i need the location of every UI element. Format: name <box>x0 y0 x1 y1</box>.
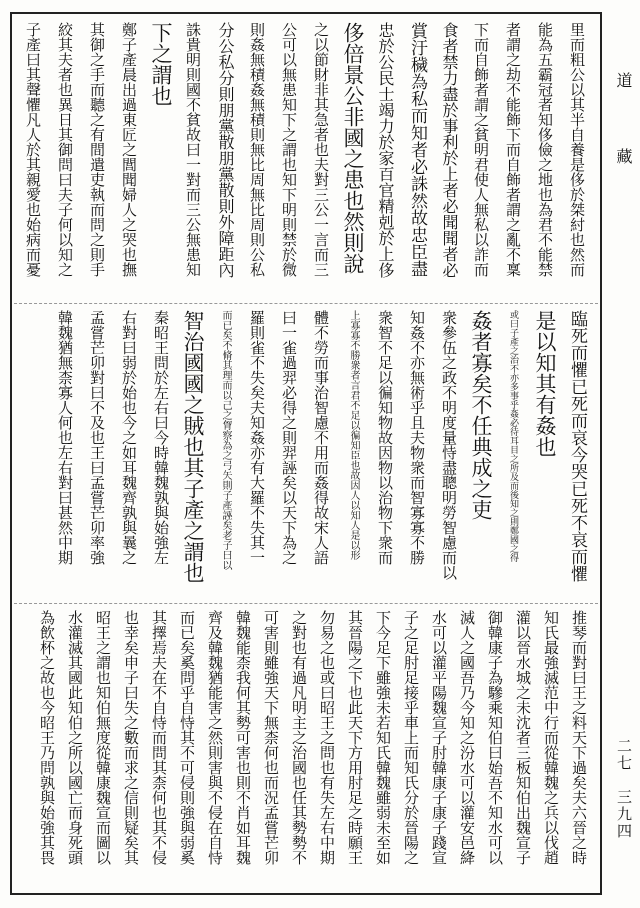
text-column: 食者禁力盡於事利於上者必聞聞者必 <box>440 22 459 278</box>
section-divider-1 <box>14 303 598 304</box>
text-column: 羅則雀不失矣夫知姦亦有大羅不失其一 <box>248 310 266 565</box>
section-divider-2 <box>14 603 598 604</box>
text-column: 可害則雖強天下無柰何也而況孟嘗芒卯 <box>262 610 280 865</box>
text-column: 下之謂也 <box>149 22 173 106</box>
text-column: 下而自飾者謂之貧明君使人無私以詐而 <box>472 22 490 277</box>
text-column: 子產曰其聲懼凡人於其親愛也始病而憂 <box>24 22 42 277</box>
text-column: 是以知其有姦也 <box>533 310 557 457</box>
text-column: 里而粗公以其半自養是侈於桀紂也然而 <box>568 22 586 277</box>
text-column: 智治國國之賊也其子產之謂也 <box>181 310 205 583</box>
text-column: 侈倍景公非國之患也然則說 <box>341 22 365 274</box>
text-column: 上寡寡不勝衆者言君不足以徧知臣也故因人以知人是以形 <box>348 310 359 560</box>
text-column: 之對也有過凡明主之治國也任其勢勢不 <box>290 610 308 865</box>
text-column: 者謂之劫不能飾下而自飾者謂之亂不稟 <box>504 22 522 277</box>
text-column: 御韓康子為驂乘知伯曰始吾不知水可以 <box>486 610 504 865</box>
text-column: 滅人之國吾乃今知之汾水可以灌安邑絳 <box>458 610 476 865</box>
text-column: 賞汙穢為私而知者必誅然故忠臣盡 <box>407 22 427 277</box>
text-column: 齊及韓魏猶能害之然則害與不侵在自恃 <box>206 610 224 865</box>
text-column: 忠於公民士竭力於家百官精剋於上侈 <box>376 22 395 278</box>
text-column: 勿易之也或曰昭王之問也有失左右中期 <box>318 610 336 865</box>
text-column: 為飲杯之故也今昭王乃問孰與始強其畏 <box>38 610 56 865</box>
text-column: 推琴而對曰王之料天下過矣夫六晉之時 <box>570 610 588 865</box>
text-column: 灌以晉水城之未沈者三板知伯出魏宣子 <box>514 610 532 865</box>
folio-number: 二七 三九四 <box>615 738 633 840</box>
middle-section <box>18 310 592 598</box>
lower-section <box>18 610 592 888</box>
text-column: 子之足肘足接乎車上而知氏分於晉陽之 <box>402 610 420 865</box>
text-column: 也幸矣申子曰失之數而求之信則疑矣其 <box>122 610 140 865</box>
text-column: 韓魏猶無柰寡人何也左右對曰甚然中期 <box>56 310 74 565</box>
text-column: 秦昭王問於左右曰今時韓魏孰與始強左 <box>152 310 170 565</box>
text-column: 而已矣奚問乎自恃其不可侵則強與弱奚 <box>178 610 196 865</box>
text-column: 分公私分則朋黨散朋黨散則外障距內 <box>216 22 235 278</box>
upper-section <box>18 22 592 298</box>
text-column: 水灌滅其國此知伯之所以國亡而身死頭 <box>66 610 84 865</box>
text-column: 其擇焉夫在不自恃而問其柰何也其不侵 <box>150 610 168 865</box>
text-column: 知氏最強滅范中行而從韓魏之兵以伐趙 <box>542 610 560 865</box>
text-column: 或曰子產之治不亦多事乎姦必待耳目之所及而後知之則鄭國之得 <box>508 310 518 562</box>
text-column: 臨死而懼已死而哀今哭已死不哀而懼 <box>567 310 587 582</box>
text-column: 孟嘗芒卯對曰不及也王曰孟嘗芒卯率強 <box>88 310 106 565</box>
text-column: 其晉陽之下也此天下方用肘足之時願王 <box>346 610 364 865</box>
text-column: 昭王之謂也知伯無度從韓康魏宣而圖以 <box>94 610 112 865</box>
text-column: 則姦無積姦無積則無比周無比周則公私 <box>248 22 266 277</box>
text-column: 鄭子產晨出過東匠之閭聞婦人之哭也撫 <box>120 22 138 277</box>
margin-title: 道 藏 <box>614 72 633 186</box>
text-column: 韓魏能柰我何其勢可害也則不肖如耳魏 <box>234 610 252 865</box>
text-column: 而已矣不脩其理而以己之胷察為之弓矢則子產誣矣老子曰以 <box>220 310 231 570</box>
text-column: 衆參伍之政不明度量恃盡聰明勞智慮而以 <box>440 310 458 580</box>
text-column: 絞其夫者也異日其御問曰夫子何以知之 <box>56 22 74 277</box>
text-column: 姦者寡矣不任典成之吏 <box>469 310 493 520</box>
text-column: 誅貴明則國不貧故曰一對而三公無患知 <box>184 22 202 277</box>
text-column: 之以節財非其急者也夫對三公一言而三 <box>312 22 330 277</box>
text-column: 能為五霸冠者知侈儉之地也為君不能禁 <box>536 22 554 277</box>
text-column: 體不勞而事治智慮不用而姦得故宋人語 <box>312 310 330 565</box>
text-column: 衆智不足以徧知物故因物以治物下衆而 <box>376 310 394 565</box>
text-column: 下今足下雖強未若知氏韓魏雖弱未至如 <box>374 610 392 865</box>
text-column: 右對曰弱於始也今之如耳魏齊孰與曩之 <box>120 310 138 565</box>
text-column: 其御之手而聽之有間遣吏執而問之則手 <box>88 22 106 277</box>
text-column: 水可以灌平陽魏宣子肘韓康子康子踐宣 <box>430 610 448 865</box>
text-column: 公可以無患知下之謂也知下明則禁於微 <box>280 22 298 277</box>
text-column: 曰一雀過羿必得之則羿誣矣以天下為之 <box>280 310 298 565</box>
text-column: 知姦不亦無術乎且夫物衆而智寡寡不勝 <box>408 310 426 565</box>
